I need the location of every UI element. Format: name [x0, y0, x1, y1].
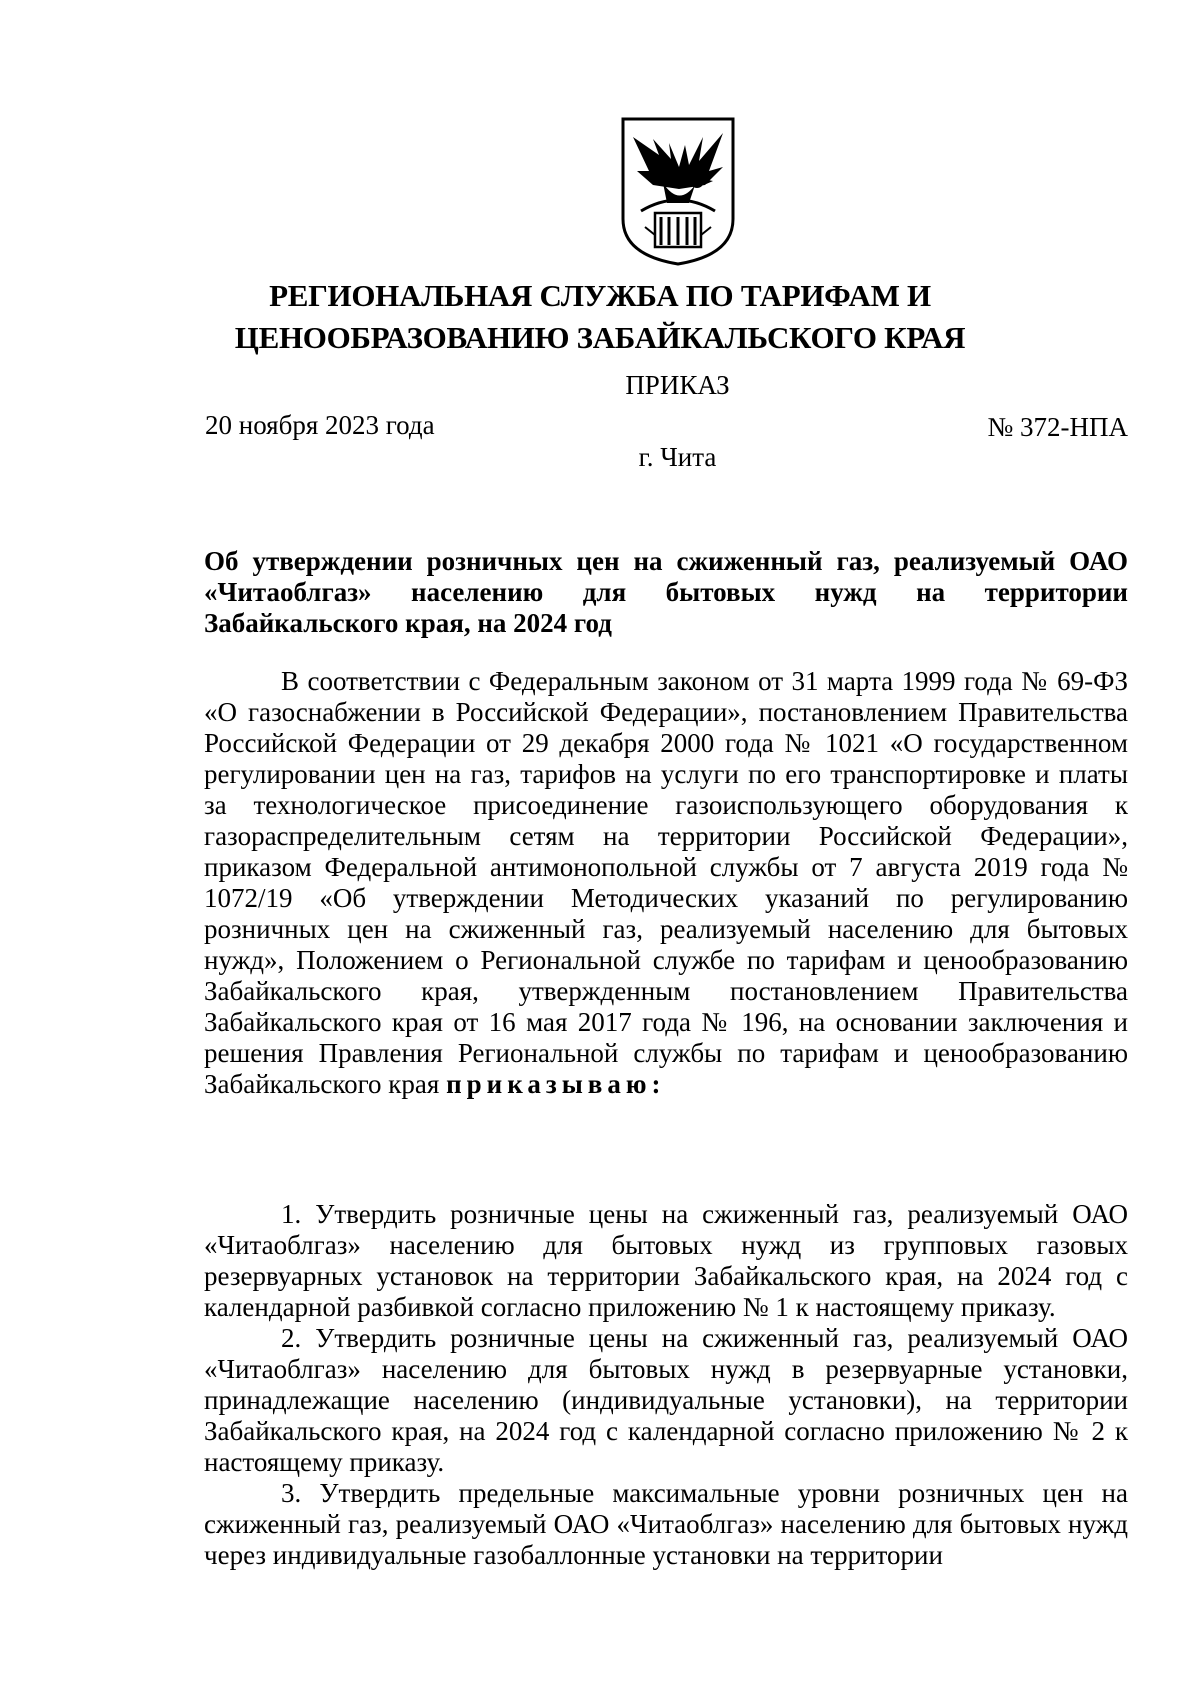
document-date: 20 ноября 2023 года: [205, 410, 435, 440]
preamble-text: В соответствии с Федеральным законом от 31 марта 1999 года № 69-ФЗ «О газоснабжении в Российской Федерации», постановлением Правительства Российской Федерации от 29 декабря 2000 года № 1021 «О государственном регулировании цен на газ, тарифов на услуги по его транспортировке и платы за технологическое присоединение газоиспользующего оборудования к газораспределительным сетям на территории Российской Федерации», приказом Федеральной антимонопольной службы от 7 августа 2019 года № 1072/19 «Об утверждении Методических указаний по регулированию розничных цен на сжиженный газ, реализуемый населению для бытовых нужд», Положением о Региональной службе по тарифам и ценообразованию Забайкальского края, утвержденным постановлением Правительства Забайкальского края от 16 мая 2017 года № 196, на основании заключения и решения Правления Региональной службы по тарифам и ценообразованию Забайкальского края: [204, 666, 1128, 1099]
organization-name-line-1: РЕГИОНАЛЬНАЯ СЛУЖБА ПО ТАРИФАМ И: [269, 278, 931, 313]
zabaykalsky-krai-coat-of-arms-icon: [619, 115, 737, 267]
document-city: г. Чита: [638, 442, 717, 472]
document-number: № 372-НПА: [987, 412, 1128, 442]
organization-name: [230, 275, 970, 359]
order-items: [204, 1199, 1128, 1571]
organization-name-line-2: ЦЕНООБРАЗОВАНИЮ ЗАБАЙКАЛЬСКОГО КРАЯ: [234, 320, 966, 355]
document-subject: Об утверждении розничных цен на сжиженный газ, реализуемый ОАО «Читаоблгаз» населению для бытовых нужд на территории Забайкальского края, на 2024 год: [204, 546, 1128, 638]
command-word: приказываю:: [446, 1069, 666, 1099]
order-item-1: 1. Утвердить розничные цены на сжиженный газ, реализуемый ОАО «Читаоблгаз» населению для бытовых нужд из групповых газовых резервуарных установок на территории Забайкальского края, на 2024 год с календарной разбивкой согласно приложению № 1 к настоящему приказу.: [204, 1199, 1128, 1322]
order-item-3: 3. Утвердить предельные максимальные уровни розничных цен на сжиженный газ, реализуемый ОАО «Читаоблгаз» населению для бытовых нужд через индивидуальные газобаллонные установки на территории: [204, 1478, 1128, 1570]
preamble-paragraph: [204, 666, 1128, 1100]
document-type: ПРИКАЗ: [625, 370, 730, 400]
order-item-2: 2. Утвердить розничные цены на сжиженный газ, реализуемый ОАО «Читаоблгаз» населению для бытовых нужд в резервуарные установки, принадлежащие населению (индивидуальные установки), на территории Забайкальского края, на 2024 год с календарной согласно приложению № 2 к настоящему приказу.: [204, 1323, 1128, 1477]
